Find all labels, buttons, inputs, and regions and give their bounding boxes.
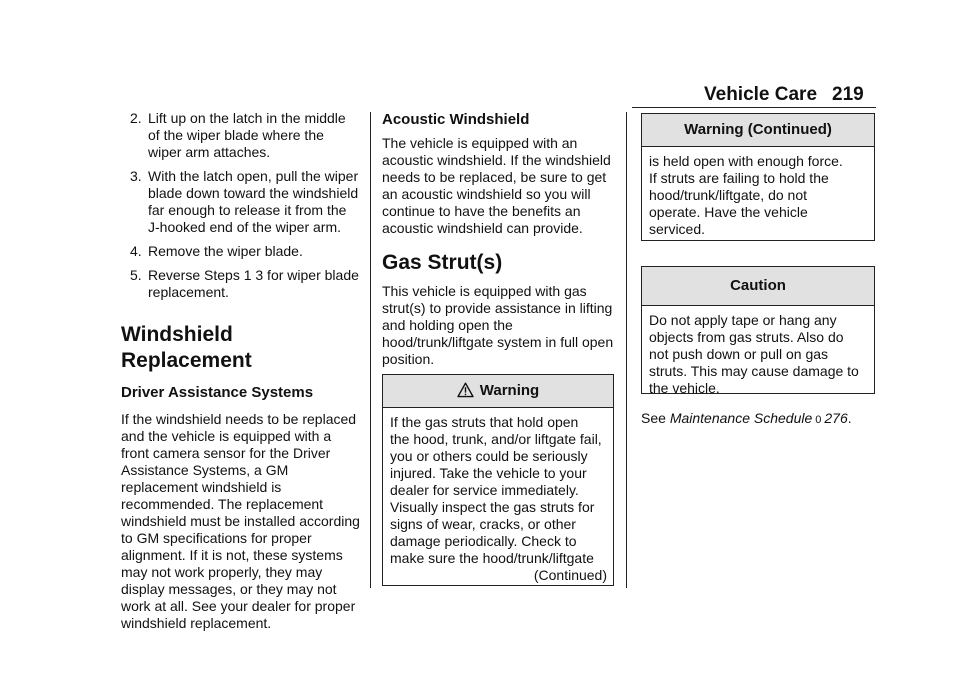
warning-title: Warning: [479, 382, 540, 399]
warning-line: the hood, trunk, and/or liftgate fail,: [390, 431, 602, 447]
continued-label: (Continued): [533, 567, 607, 583]
caution-header: Caution: [642, 267, 874, 306]
warning-line: serviced.: [649, 221, 706, 237]
step-text: Remove the wiper blade.: [148, 243, 303, 259]
section-title-gas-struts: Gas Strut(s): [382, 251, 503, 274]
caution-line: struts. This may cause damage to: [649, 363, 859, 379]
warning-line: operate. Have the vehicle: [649, 204, 808, 220]
step-text: Reverse Steps 1 3 for wiper blade replacement.: [148, 267, 359, 300]
column-divider-right: [626, 112, 627, 588]
acoustic-windshield-body: The vehicle is equipped with an acoustic windshield. If the windshield needs to be replaced, be sure to get an acoustic windshield so you will continue to have the benefits an acoustic windshield can provide.: [382, 135, 611, 236]
see-reference: [641, 410, 875, 429]
see-suffix: .: [847, 410, 852, 426]
list-item: [121, 168, 361, 236]
caution-line: objects from gas struts. Also do: [649, 329, 844, 345]
caution-line: not push down or pull on gas: [649, 346, 829, 362]
reference-page-number[interactable]: 276: [824, 410, 848, 426]
warning-line: hood/trunk/liftgate, do not: [649, 187, 807, 203]
warning-continued-header: Warning (Continued): [642, 114, 874, 147]
warning-continued-body: [642, 147, 874, 238]
header-rule: [632, 107, 876, 108]
page-reference-icon: 0: [815, 414, 822, 426]
caution-box: [641, 266, 875, 394]
list-item: [121, 243, 361, 260]
warning-line: dealer for service immediately.: [390, 482, 579, 498]
step-number: 2.: [130, 110, 142, 126]
step-number: 4.: [130, 243, 142, 259]
warning-triangle-icon: [457, 378, 474, 410]
gas-struts-body: This vehicle is equipped with gas strut(s) to provide assistance in lifting and holding open the hood/trunk/liftgate system in full open position.: [382, 283, 614, 367]
step-number: 5.: [130, 267, 142, 283]
caution-line: the vehicle.: [649, 380, 720, 396]
step-text: With the latch open, pull the wiper blade down toward the windshield far enough to release it from the J-hooked end of the wiper arm.: [148, 168, 359, 235]
step-number: 3.: [130, 168, 142, 184]
page-number: 219: [832, 84, 864, 105]
warning-line: injured. Take the vehicle to your: [390, 465, 587, 481]
caution-body: [642, 306, 874, 397]
page-section-title: Vehicle Care: [704, 84, 818, 105]
column-divider-left: [370, 112, 371, 588]
warning-line: damage periodically. Check to: [390, 533, 577, 549]
warning-line: If the gas struts that hold open: [390, 414, 579, 430]
list-item: [121, 267, 361, 301]
warning-line: signs of wear, cracks, or other: [390, 516, 576, 532]
list-item: [121, 110, 361, 161]
warning-body: [383, 408, 613, 584]
warning-box: [382, 374, 614, 586]
column-1: [121, 110, 361, 632]
warning-line: you or others could be seriously: [390, 448, 588, 464]
warning-line: make sure the hood/trunk/liftgate: [390, 550, 594, 566]
warning-header: [383, 375, 613, 408]
column-2: [382, 110, 614, 368]
see-prefix: See: [641, 410, 666, 426]
warning-line: is held open with enough force.: [649, 153, 843, 169]
subsection-title-acoustic-windshield: Acoustic Windshield: [382, 111, 530, 128]
warning-continued-box: [641, 113, 875, 241]
warning-line: Visually inspect the gas struts for: [390, 499, 595, 515]
driver-assistance-body: If the windshield needs to be replaced and the vehicle is equipped with a front camera sensor for the Driver Assistance Systems, a GM replacement windshield is recommended. The replacement windshield must be installed according to GM specifications for proper alignment. If it is not, these systems may not work properly, they may display messages, or they may not work at all. See your dealer for proper windshield replacement.: [121, 411, 360, 631]
maintenance-schedule-link[interactable]: Maintenance Schedule: [669, 410, 813, 426]
subsection-title-driver-assistance: Driver Assistance Systems: [121, 384, 314, 401]
section-title-windshield-replacement: Windshield Replacement: [121, 323, 252, 372]
warning-line: If struts are failing to hold the: [649, 170, 829, 186]
step-text: Lift up on the latch in the middle of the wiper blade where the wiper arm attaches.: [148, 110, 346, 160]
caution-line: Do not apply tape or hang any: [649, 312, 837, 328]
